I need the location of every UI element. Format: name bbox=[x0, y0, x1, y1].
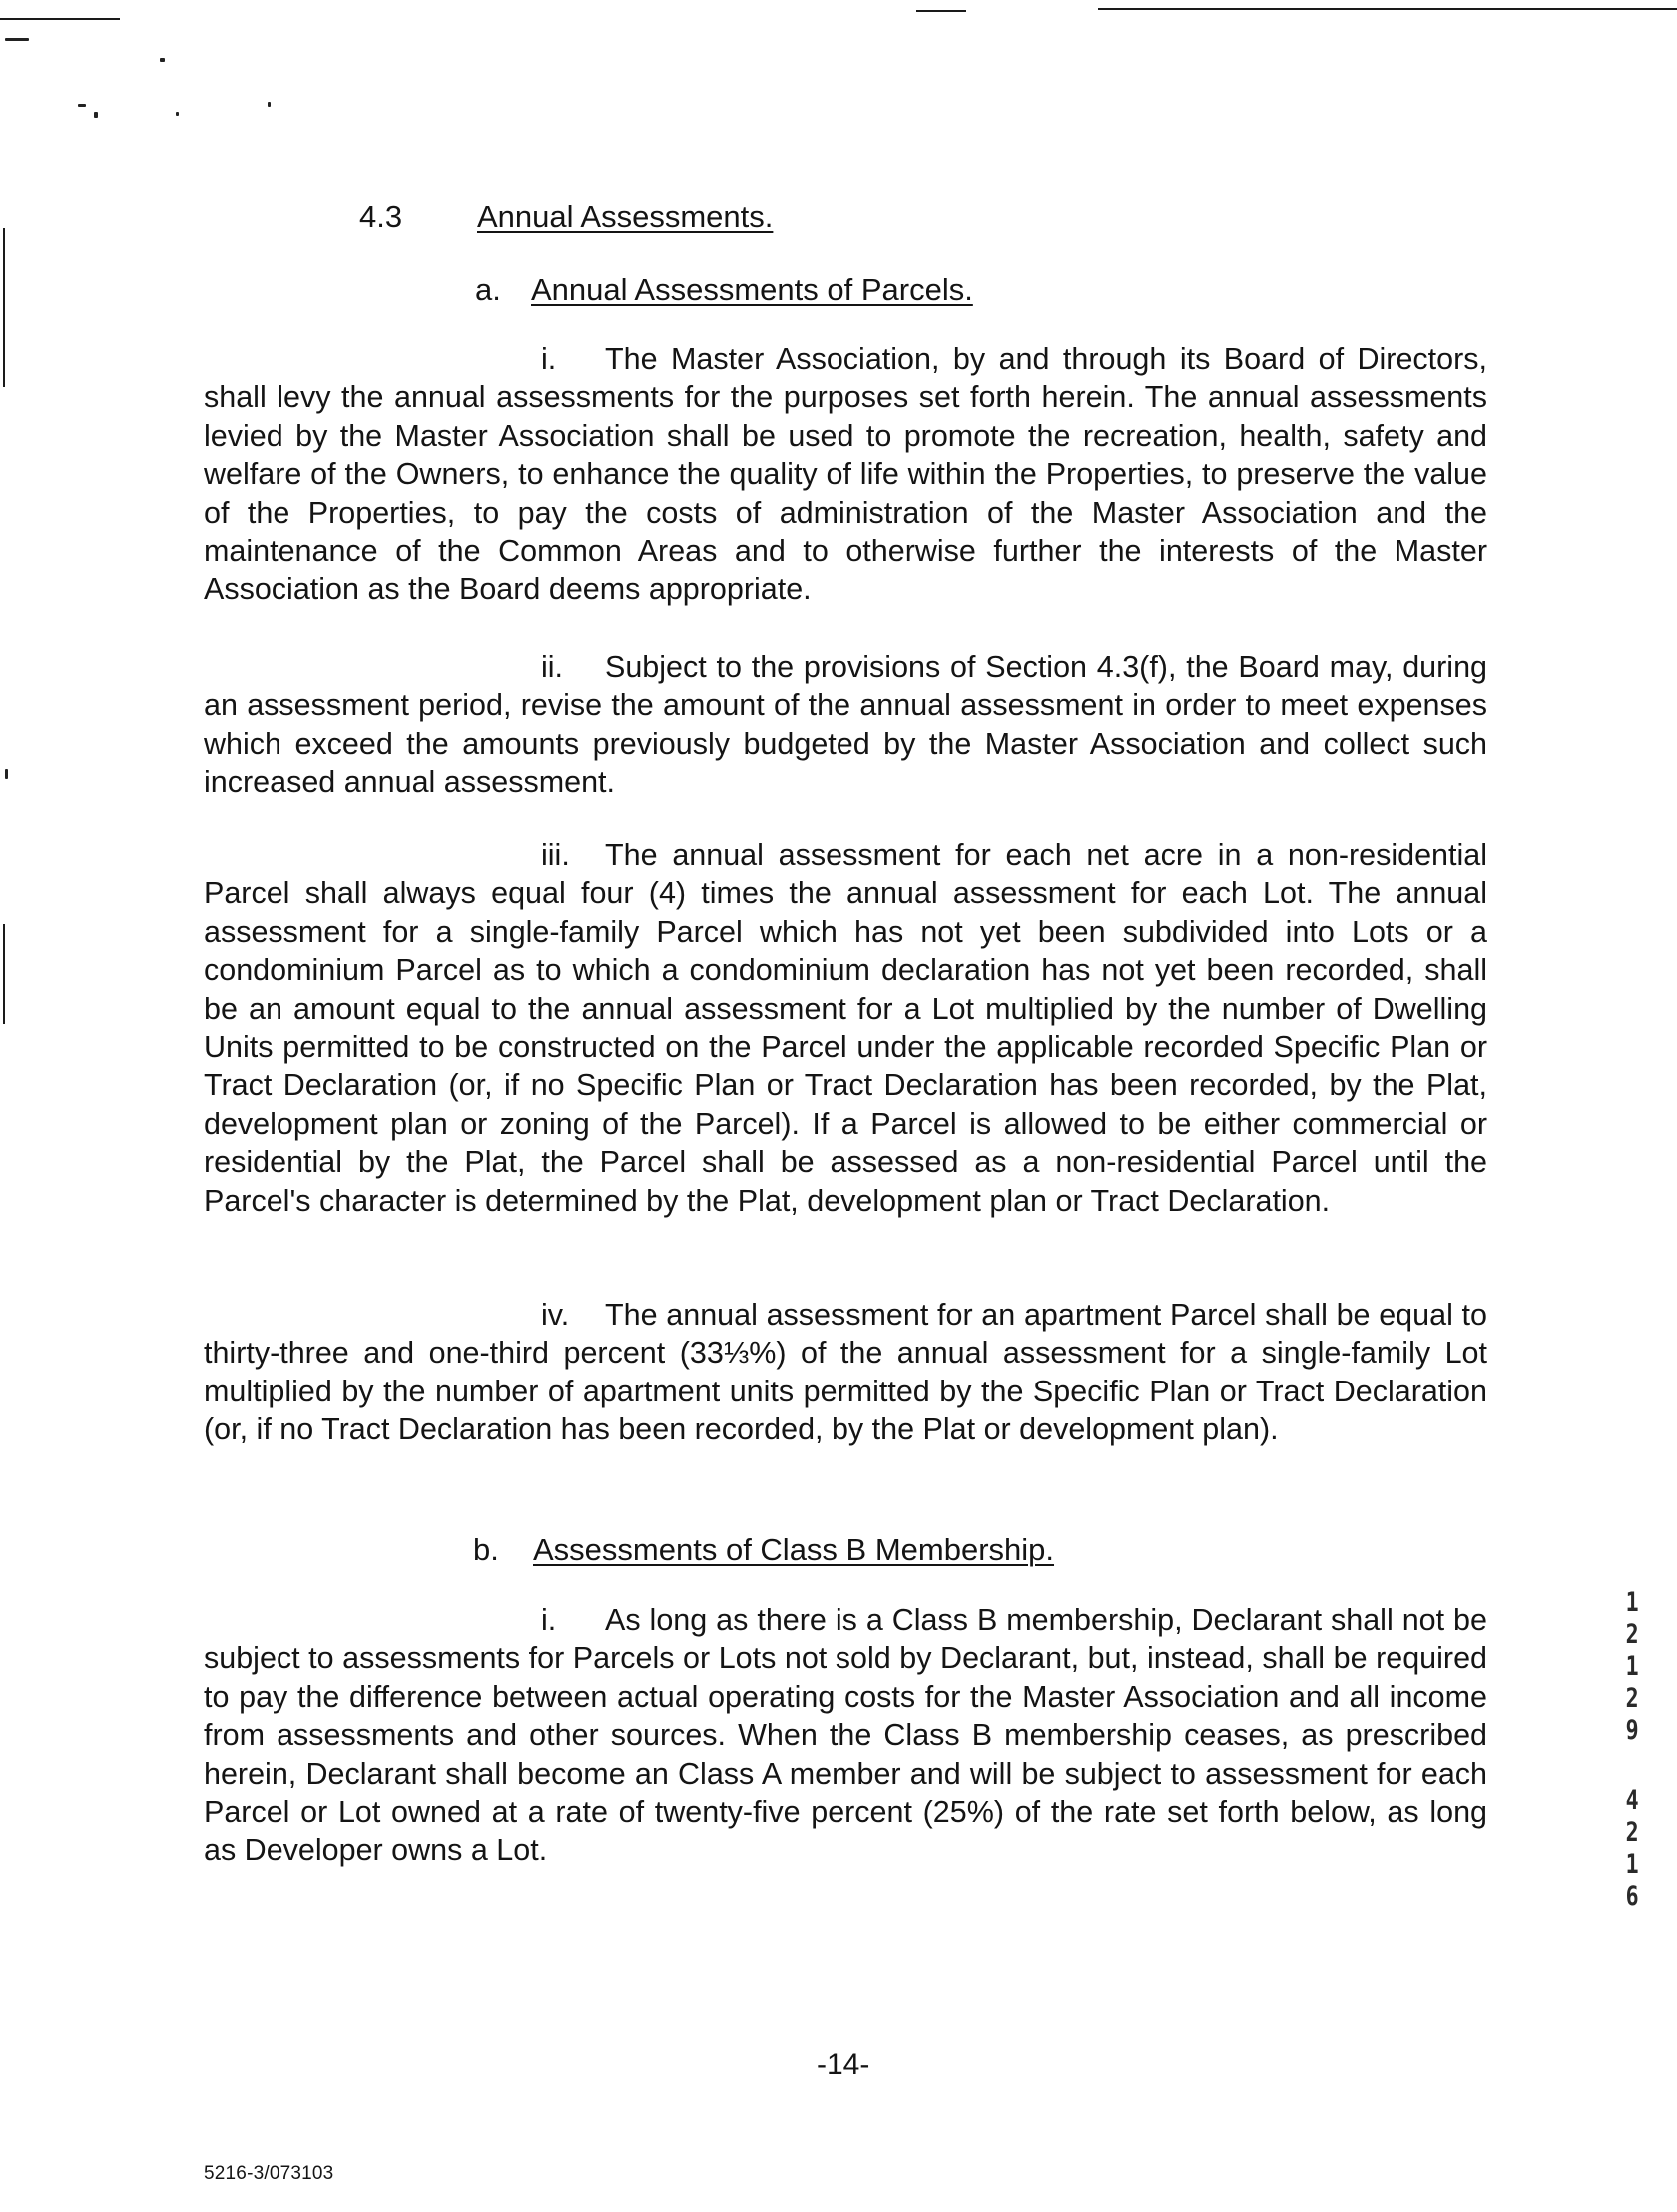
stamp-digit: 2 bbox=[1625, 1619, 1639, 1650]
paragraph-text: The annual assessment for each net acre in a non-residential Parcel shall always equal four (4) times the annual assessment for each Lot. The annual assessment for a single-family Parcel which has not yet been subdivided into Lots or a condominium Parcel as to which a condominium declaration has not yet been recorded, shall be an amount equal to the annual assessment for a Lot multiplied by the number of Dwelling Units permitted to be constructed on the Parcel under the applicable recorded Specific Plan or Tract Declaration (or, if no Specific Plan or Tract Declaration has been recorded, by the Plat, development plan or zoning of the Parcel). If a Parcel is allowed to be either commercial or residential by the Plat, the Parcel shall be assessed as a non-residential Parcel until the Parcel's character is determined by the Plat, development plan or Tract Declaration. bbox=[204, 838, 1487, 1218]
stamp-digit: 2 bbox=[1625, 1683, 1639, 1714]
scan-speck bbox=[78, 104, 86, 107]
paragraph-text: As long as there is a Class B membership, Declarant shall not be subject to assessments for Parcels or Lots not sold by Declarant, but, instead, shall be required to pay the difference between actual operating costs for the Master Association and all income from assessments and other sources. When the Class B membership ceases, as prescribed herein, Declarant shall become an Class A member and will be subject to assessment for each Parcel or Lot owned at a rate of twenty-five percent (25%) of the rate set forth below, as long as Developer owns a Lot. bbox=[204, 1603, 1487, 1868]
scan-line-left-1 bbox=[3, 228, 5, 387]
paragraph-b-i bbox=[204, 1601, 1487, 1870]
subsection-b-label: b. bbox=[473, 1532, 499, 1567]
subsection-a-label: a. bbox=[475, 273, 501, 307]
scan-speck bbox=[5, 769, 8, 779]
paragraph-marker: i. bbox=[541, 342, 557, 376]
subsection-a-heading bbox=[475, 275, 973, 305]
stamp-digit: 6 bbox=[1625, 1881, 1639, 1912]
section-heading bbox=[359, 201, 773, 232]
paragraph-marker: i. bbox=[541, 1603, 557, 1637]
paragraph-a-iv bbox=[204, 1296, 1487, 1449]
section-number: 4.3 bbox=[359, 199, 403, 234]
scan-line-top-center bbox=[916, 10, 966, 12]
page-number: -14- bbox=[817, 2048, 870, 2081]
stamp-digit: 1 bbox=[1625, 1651, 1639, 1682]
paragraph-text: The Master Association, by and through its Board of Directors, shall levy the annual assessments for the purposes set forth herein. The annual assessments levied by the Master Association shall be used to promote the recreation, health, safety and welfare of the Owners, to enhance the quality of life within the Properties, to preserve the value of the Properties, to pay the costs of administration of the Master Association and the maintenance of the Common Areas and to otherwise further the interests of the Master Association as the Board deems appropriate. bbox=[204, 342, 1487, 607]
subsection-b-title: Assessments of Class B Membership. bbox=[533, 1532, 1055, 1567]
paragraph-marker: iii. bbox=[541, 838, 570, 872]
paragraph-marker: iv. bbox=[541, 1298, 570, 1332]
stamp-digit: 9 bbox=[1625, 1715, 1639, 1746]
recording-stamp-second-group bbox=[1617, 1785, 1647, 1913]
paragraph-a-iii bbox=[204, 836, 1487, 1220]
stamp-digit: 1 bbox=[1625, 1849, 1639, 1880]
subsection-b-heading bbox=[473, 1534, 1054, 1565]
paragraph-text: The annual assessment for an apartment Parcel shall be equal to thirty-three and one-third percent (33⅓%) of the annual assessment for a single-family Lot multiplied by the number of apartment units permitted by the Specific Plan or Tract Declaration (or, if no Tract Declaration has been recorded, by the Plat or development plan). bbox=[204, 1298, 1487, 1447]
scan-line-left-2 bbox=[3, 924, 5, 1024]
paragraph-a-i bbox=[204, 340, 1487, 609]
scan-speck bbox=[160, 58, 165, 62]
document-code: 5216-3/073103 bbox=[204, 2163, 334, 2184]
stamp-digit: 1 bbox=[1625, 1587, 1639, 1618]
recording-stamp bbox=[1617, 1587, 1647, 1913]
scan-speck bbox=[176, 112, 179, 116]
paragraph-a-ii bbox=[204, 648, 1487, 802]
scan-speck bbox=[5, 38, 29, 41]
scan-speck bbox=[94, 112, 98, 118]
stamp-digit: 4 bbox=[1625, 1785, 1639, 1816]
stamp-digit: 2 bbox=[1625, 1817, 1639, 1848]
paragraph-text: Subject to the provisions of Section 4.3(f), the Board may, during an assessment period, revise the amount of the annual assessment in order to meet expenses which exceed the amounts previously budgeted by the Master Association and collect such increased annual assessment. bbox=[204, 650, 1487, 800]
recording-stamp-first-group bbox=[1617, 1587, 1647, 1747]
subsection-a-title: Annual Assessments of Parcels. bbox=[531, 273, 973, 307]
scan-speck bbox=[268, 102, 271, 107]
scan-line-top-right bbox=[1098, 8, 1677, 10]
paragraph-marker: ii. bbox=[541, 650, 564, 684]
section-title: Annual Assessments. bbox=[477, 199, 774, 234]
scan-line-top-left bbox=[0, 18, 120, 20]
